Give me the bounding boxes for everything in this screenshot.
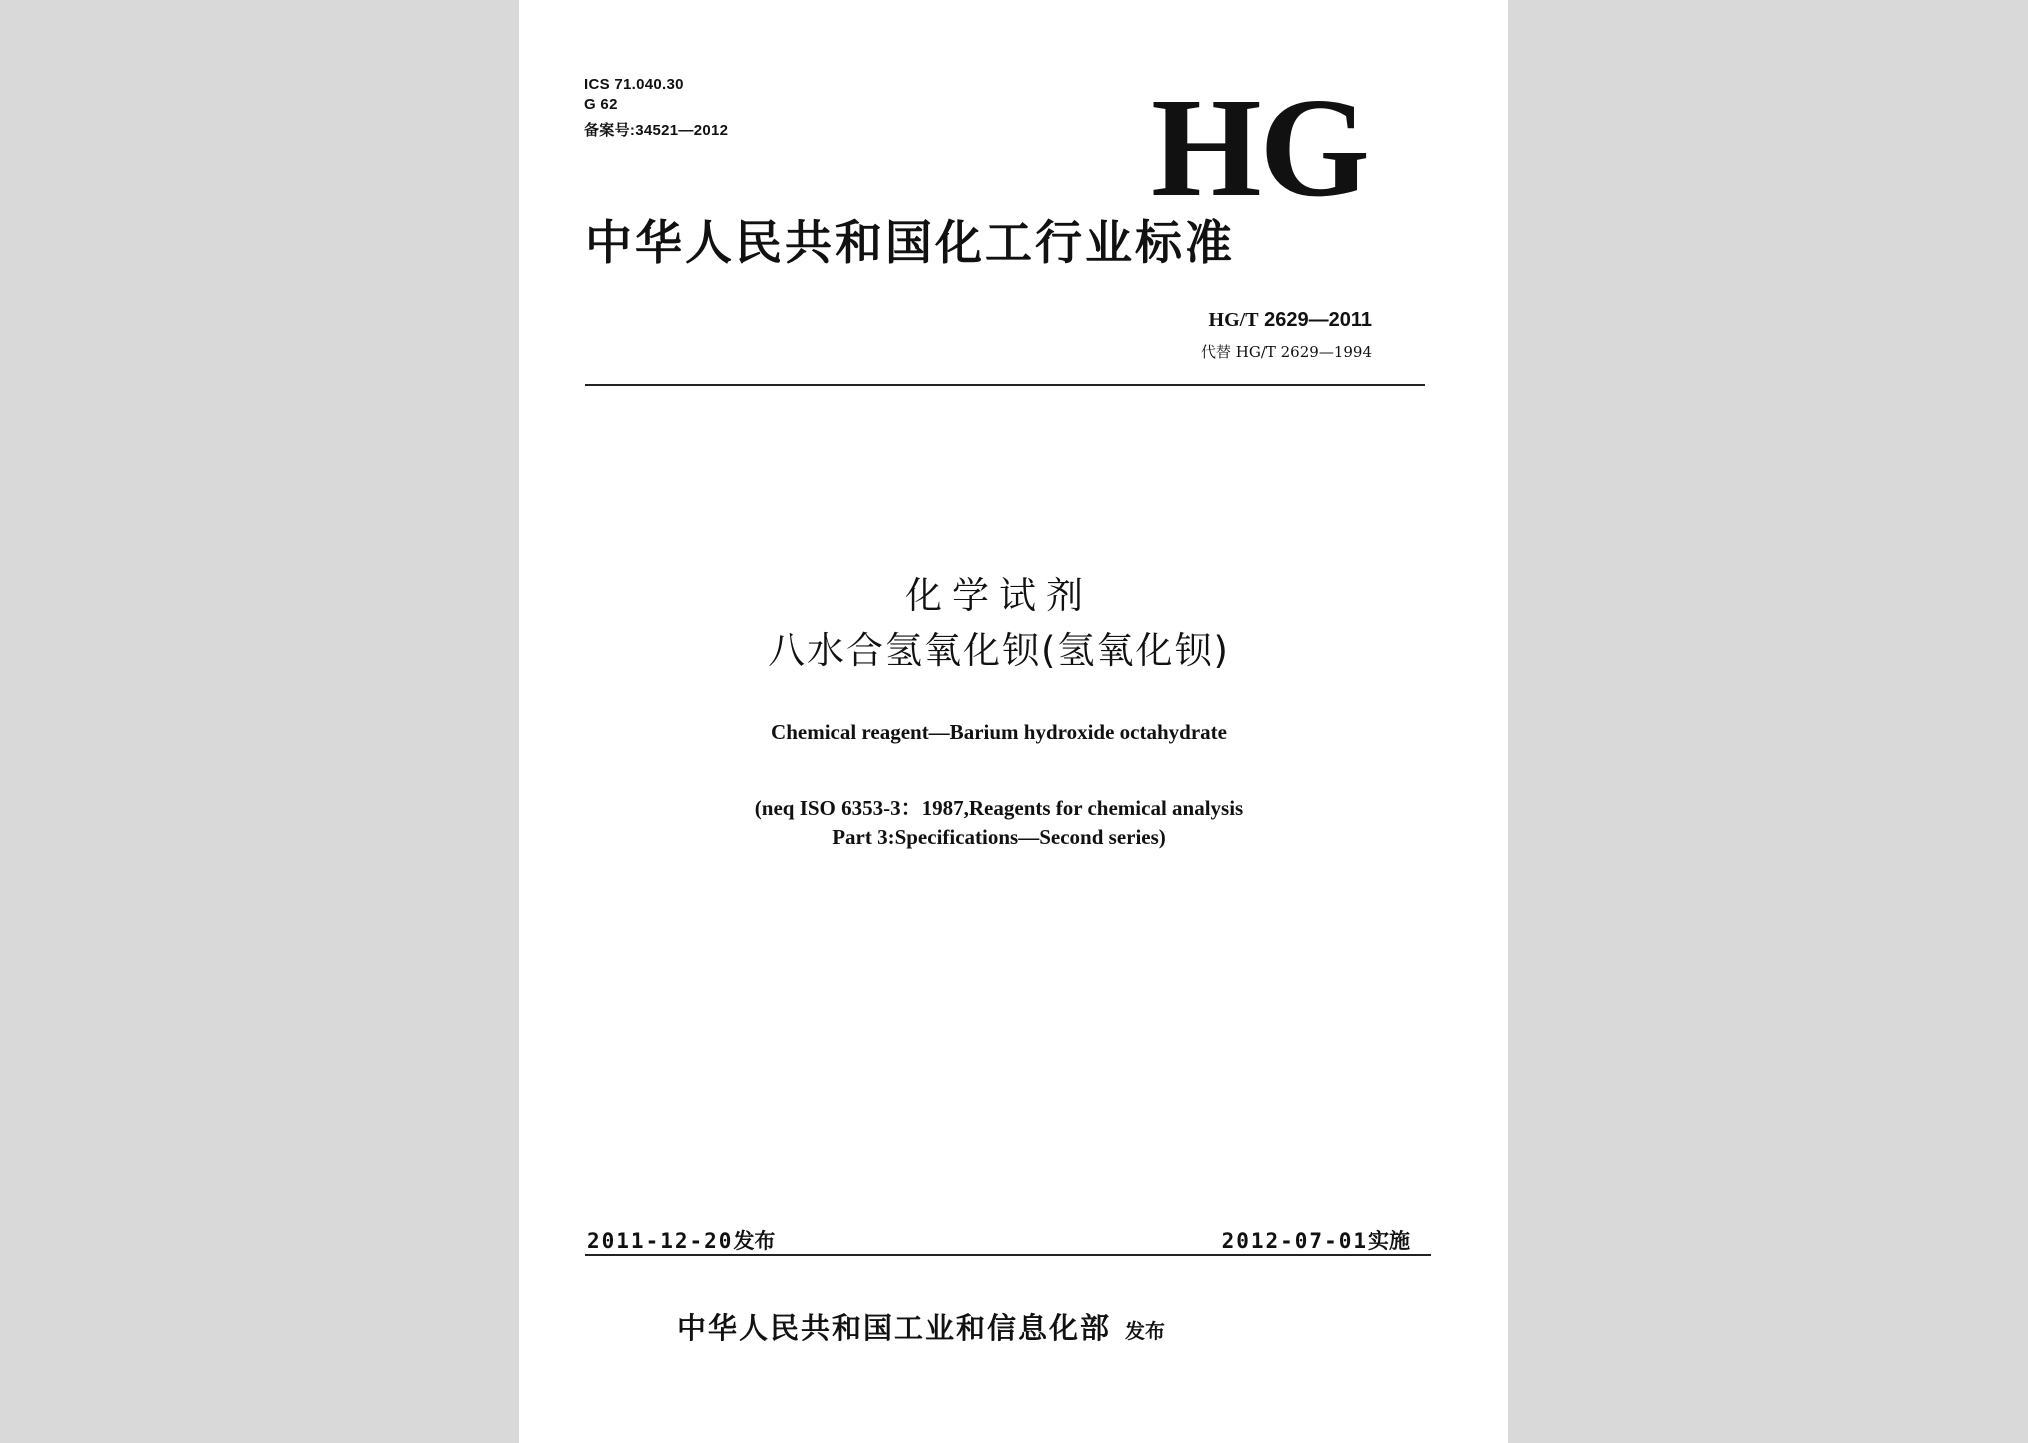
standard-code-number: 2629—2011: [1264, 309, 1372, 331]
publisher-name: 中华人民共和国工业和信息化部: [677, 1311, 1112, 1345]
ics-code: ICS 71.040.30: [584, 76, 684, 93]
publish-label: 发布: [1125, 1319, 1166, 1343]
standard-type-heading: 中华人民共和国化工行业标准: [585, 216, 1235, 271]
replaces-standard: 代替 HG/T 2629—1994: [1200, 343, 1372, 361]
issue-date: [587, 1225, 775, 1255]
header-divider: [585, 384, 1425, 386]
footer-divider: [585, 1254, 1431, 1256]
title-cn-line1: 化学试剂: [905, 574, 1093, 617]
standard-code: [1209, 309, 1372, 332]
reference-line2: Part 3:Specifications—Second series): [832, 825, 1166, 849]
implement-date-value: 2012-07-01: [1221, 1229, 1368, 1253]
implement-date-label: 实施: [1368, 1229, 1410, 1253]
document-page: [519, 0, 1508, 1443]
standard-code-prefix: HG/T: [1208, 309, 1259, 331]
hg-logo: HG: [1151, 68, 1368, 226]
reference-line1: (neq ISO 6353-3：1987,Reagents for chemical analysis: [754, 796, 1244, 820]
title-en: Chemical reagent—Barium hydroxide octahydrate: [771, 720, 1227, 744]
implement-date: [1222, 1225, 1410, 1255]
ccs-code: G 62: [584, 96, 618, 113]
publisher-block: [677, 1306, 1165, 1347]
filing-number: 备案号:34521—2012: [584, 122, 729, 139]
title-cn-line2: 八水合氢氧化钡(氢氧化钡): [768, 629, 1230, 672]
issue-date-value: 2011-12-20: [587, 1229, 734, 1253]
issue-date-label: 发布: [733, 1229, 776, 1253]
